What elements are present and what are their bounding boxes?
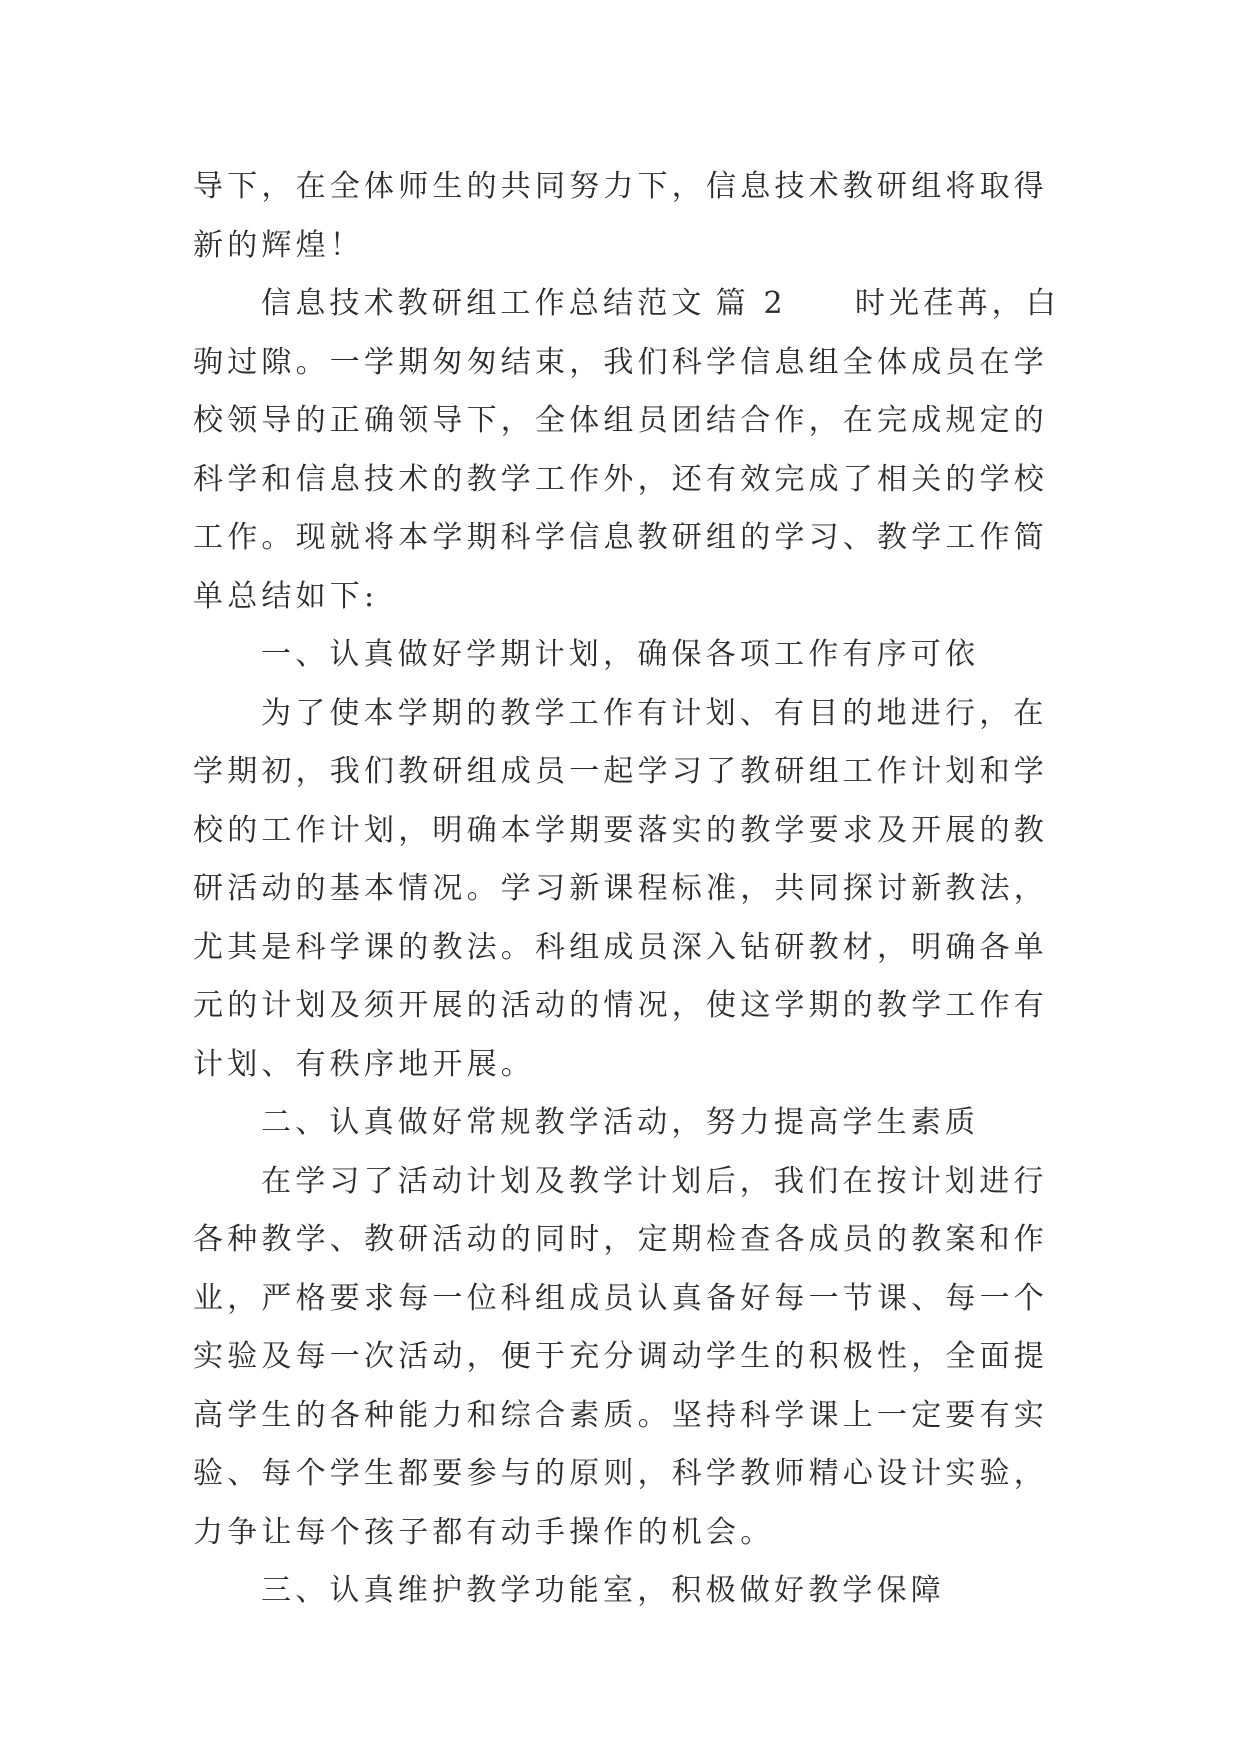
section-heading-3: 三、认真维护教学功能室，积极做好教学保障 [261,1573,945,1608]
intro-text: 时光荏苒，白驹过隙。一学期匆匆结束，我们科学信息组全体成员在学校领导的正确领导下，全体组员团结合作，在完成规定的科学和信息技术的教学工作外，还有效完成了相关的学校工作。现就将本学期科学信息教研组的学习、教学工作简单总结如下: [193,286,1061,614]
document-body [193,158,1061,1621]
section-heading-1: 一、认真做好学期计划，确保各项工作有序可依 [261,637,980,672]
paragraph-intro [193,275,1061,626]
paragraph-section-2: 在学习了活动计划及教学计划后，我们在按计划进行各种教学、教研活动的同时，定期检查各成员的教案和作业，严格要求每一位科组成员认真备好每一节课、每一个实验及每一次活动，便于充分调动学生的积极性，全面提高学生的各种能力和综合素质。坚持科学课上一定要有实验、每个学生都要参与的原则，科学教师精心设计实验，力争让每个孩子都有动手操作的机会。 [193,1163,1048,1550]
paragraph-section-1: 为了使本学期的教学工作有计划、有目的地进行，在学期初，我们教研组成员一起学习了教研组工作计划和学校的工作计划，明确本学期要落实的教学要求及开展的教研活动的基本情况。学习新课程标准，共同探讨新教法，尤其是科学课的教法。科组成员深入钻研教材，明确各单元的计划及须开展的活动的情况，使这学期的教学工作有计划、有秩序地开展。 [193,695,1048,1082]
article-title: 信息技术教研组工作总结范文 [261,286,706,321]
section-heading-2: 二、认真做好常规教学活动，努力提高学生素质 [261,1105,980,1140]
section-label: 篇 2 [715,286,787,321]
paragraph-continuation: 导下，在全体师生的共同努力下，信息技术教研组将取得新的辉煌！ [193,169,1048,263]
